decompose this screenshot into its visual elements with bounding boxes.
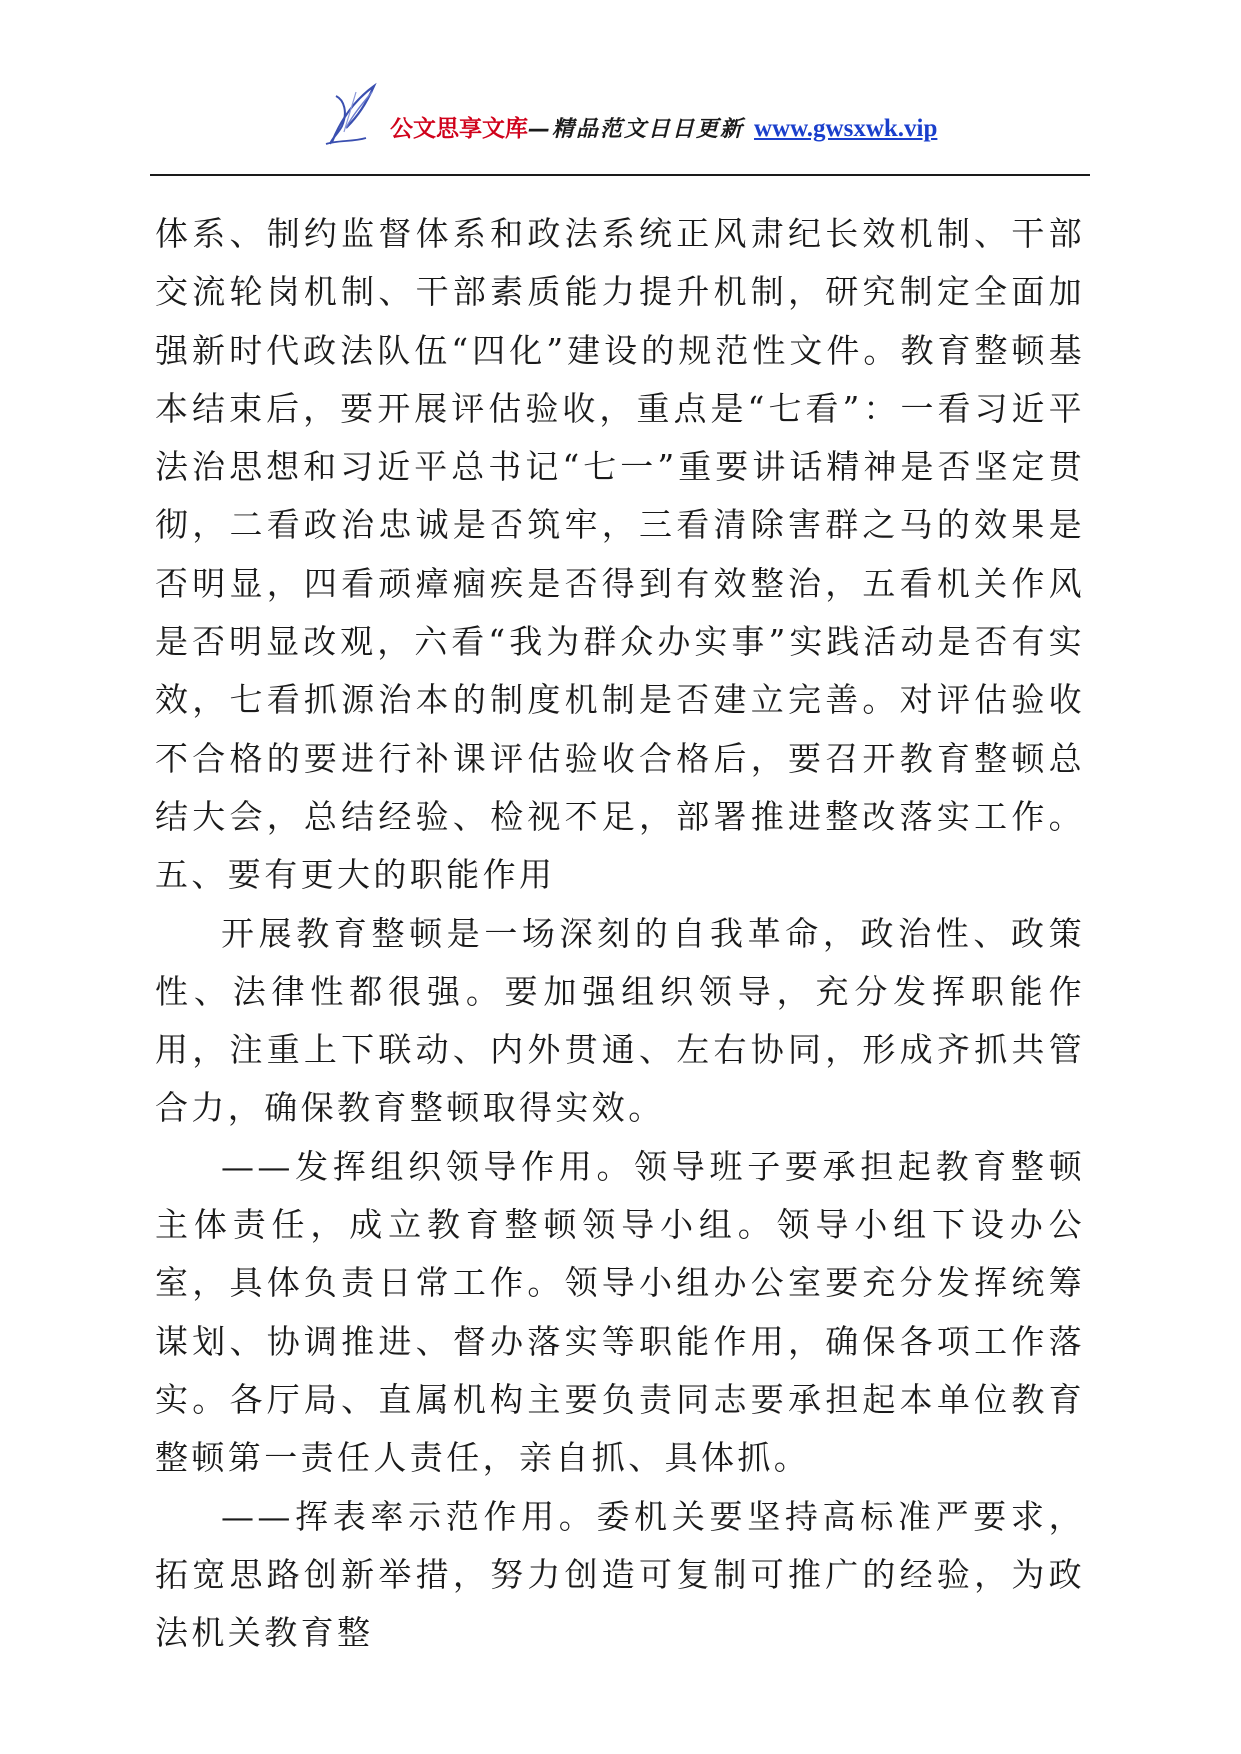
body-paragraph: 开展教育整顿是一场深刻的自我革命，政治性、政策性、法律性都很强。要加强组织领导，充分发挥职能作用，注重上下联动、内外贯通、左右协同，形成齐抓共管合力，确保教育整顿取得实效。 — [155, 913, 1085, 1128]
body-paragraph: ——挥表率示范作用。委机关要坚持高标准严要求，拓宽思路创新举措，努力创造可复制可推广的经验，为政法机关教育整 — [155, 1496, 1085, 1653]
site-url-link[interactable]: www.gwsxwk.vip — [754, 115, 938, 142]
document-body — [155, 205, 1085, 1662]
body-paragraph: ——发挥组织领导作用。领导班子要承担起教育整顿主体责任，成立教育整顿领导小组。领导小组下设办公室，具体负责日常工作。领导小组办公室要充分发挥统筹谋划、协调推进、督办落实等职能作用，确保各项工作落实。各厅局、直属机构主要负责同志要承担起本单位教育整顿第一责任人责任，亲自抓、具体抓。 — [155, 1146, 1085, 1478]
header-divider — [150, 174, 1090, 176]
page-header — [150, 78, 1090, 170]
header-slogan: —精品范文日日更新 — [528, 117, 745, 142]
header-banner — [390, 112, 937, 146]
brand-name: 公文思享文库 — [390, 116, 528, 142]
quill-pen-logo-icon — [322, 82, 384, 148]
body-paragraph: 体系、制约监督体系和政法系统正风肃纪长效机制、干部交流轮岗机制、干部素质能力提升机制，研究制定全面加强新时代政法队伍“四化”建设的规范性文件。教育整顿基本结束后，要开展评估验收，重点是“七看”：一看习近平法治思想和习近平总书记“七一”重要讲话精神是否坚定贯彻，二看政治忠诚是否筑牢，三看清除害群之马的效果是否明显，四看顽瘴痼疾是否得到有效整治，五看机关作风是否明显改观，六看“我为群众办实事”实践活动是否有实效，七看抓源治本的制度机制是否建立完善。对评估验收不合格的要进行补课评估验收合格后，要召开教育整顿总结大会，总结经验、检视不足，部署推进整改落实工作。五、要有更大的职能作用 — [155, 214, 1085, 895]
